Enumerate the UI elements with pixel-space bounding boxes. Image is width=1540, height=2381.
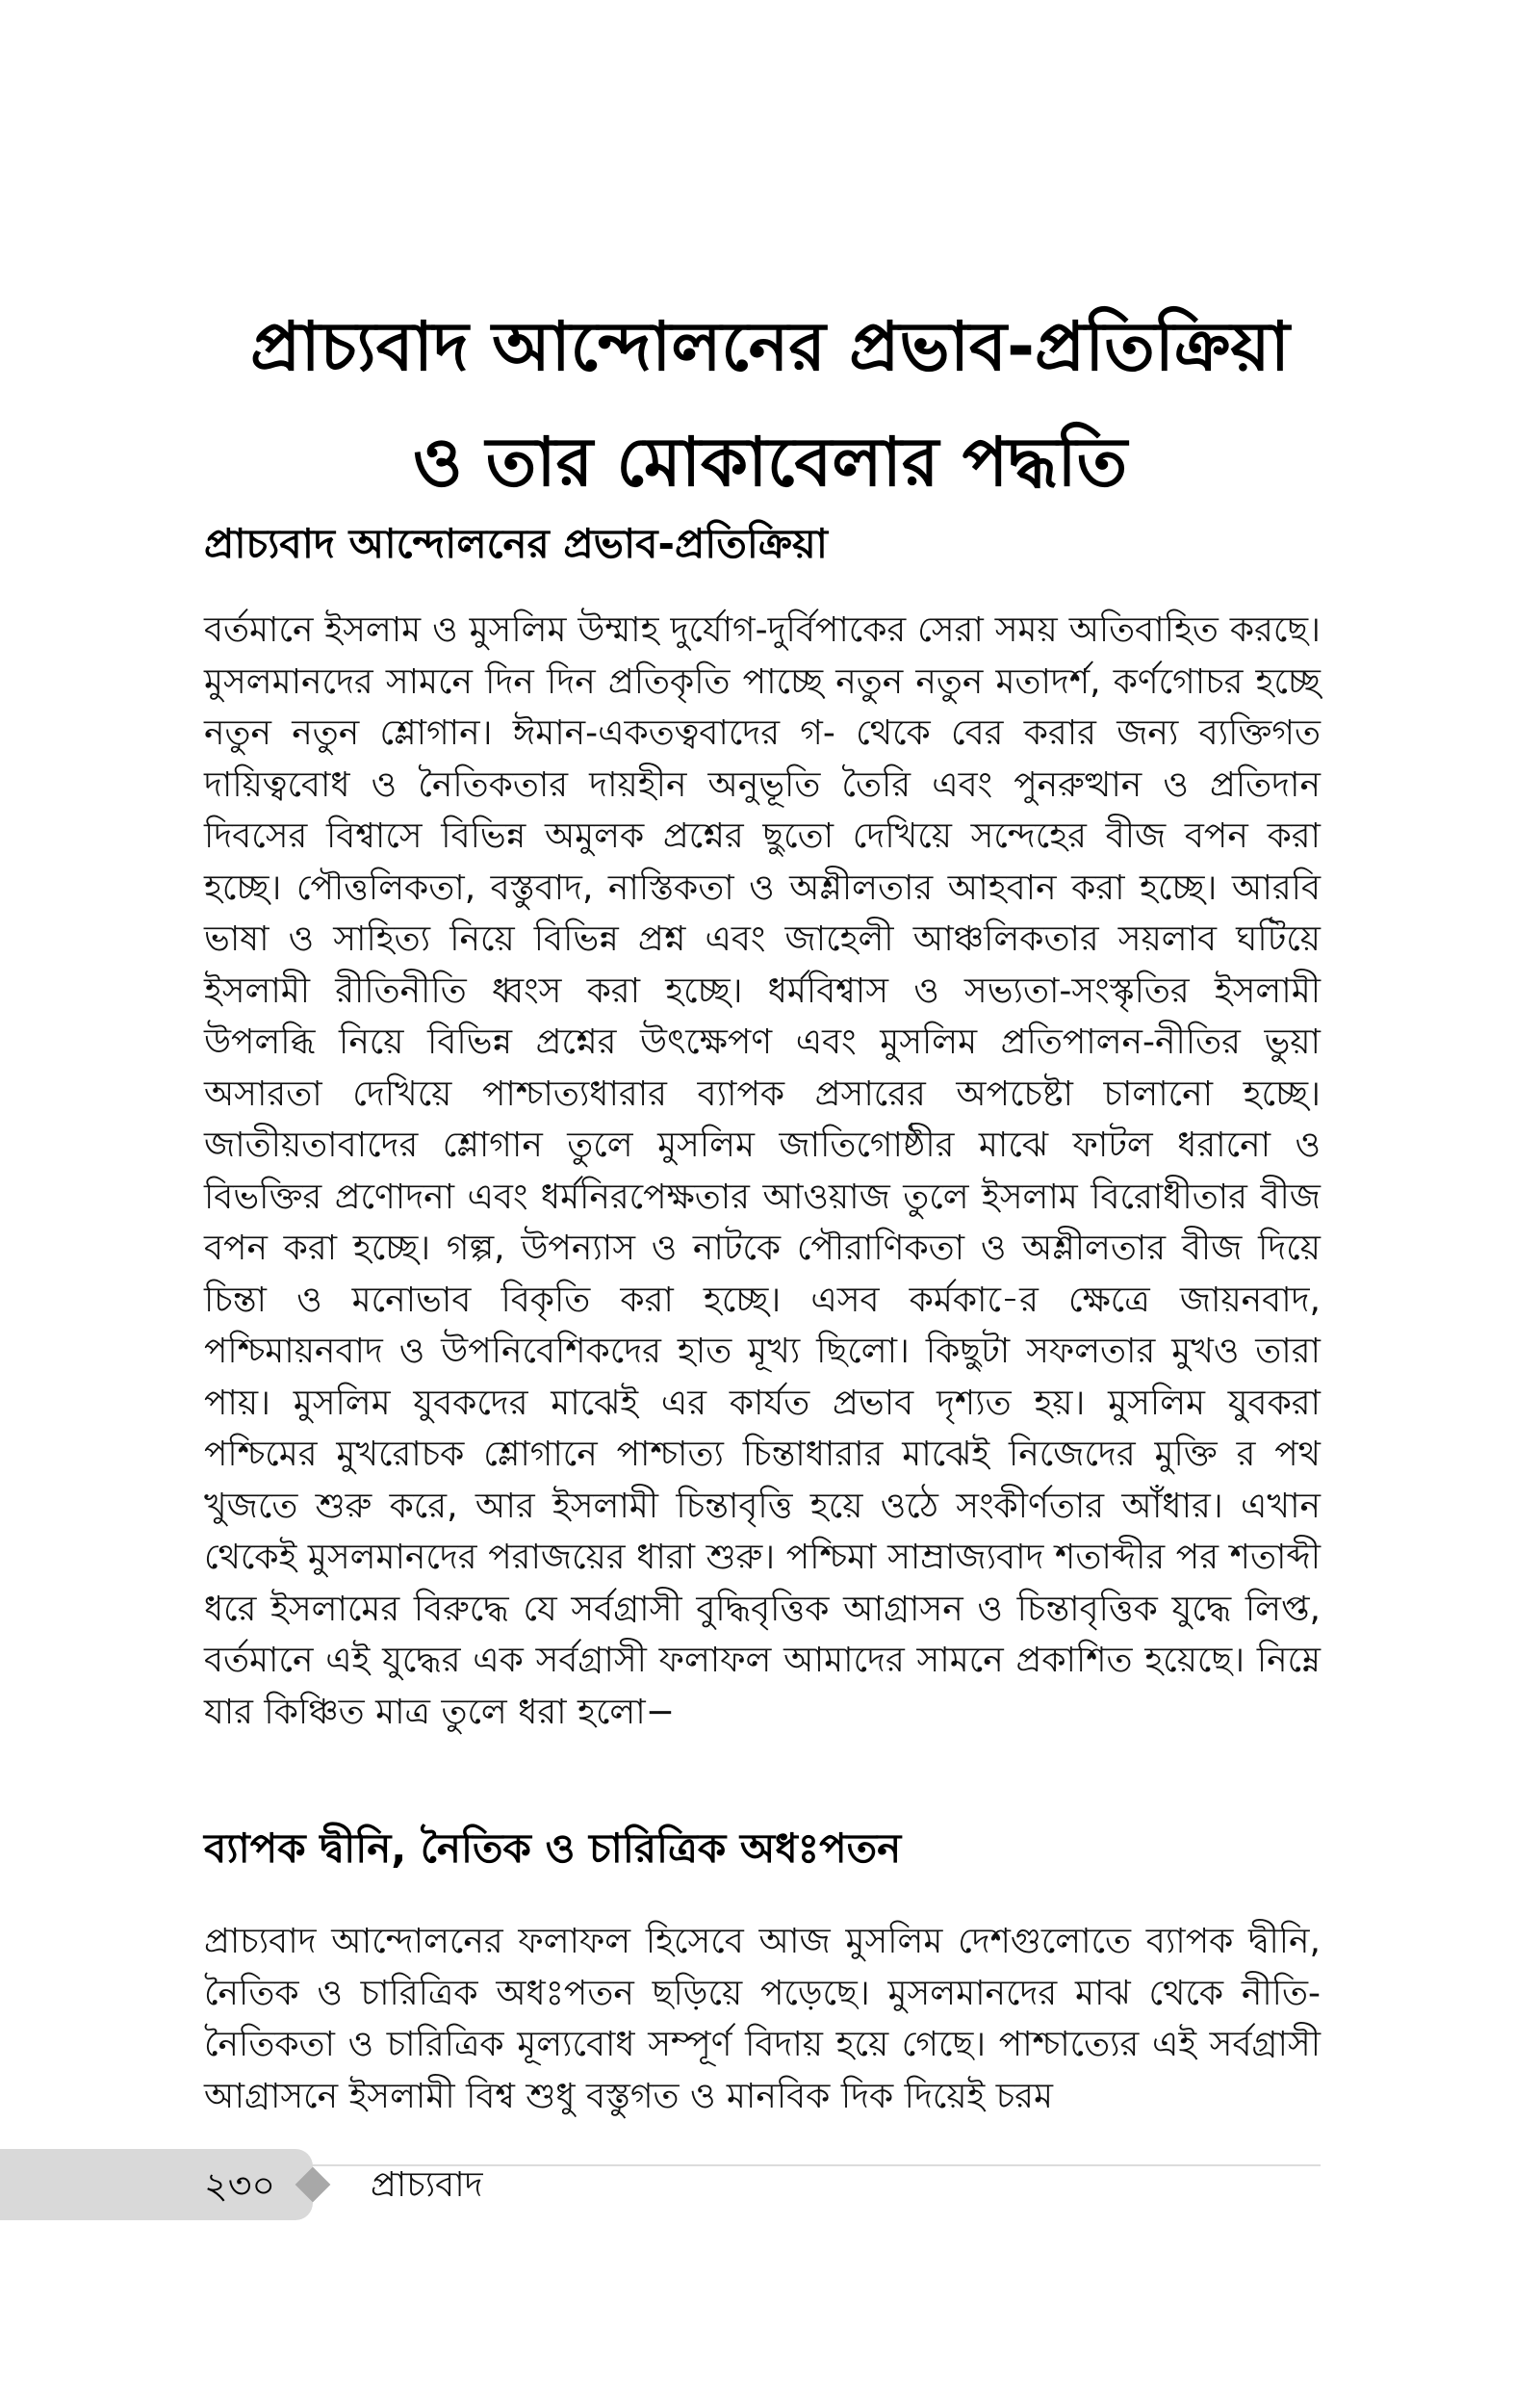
page-title-line-2: ও তার মোকাবেলার পদ্ধতি bbox=[412, 423, 1128, 502]
paragraph-moral-decline: প্রাচ্যবাদ আন্দোলনের ফলাফল হিসেবে আজ মুসলিম দেশগুলোতে ব্যাপক দ্বীনি, নৈতিক ও চারিত্রিক অধঃপতন ছড়িয়ে পড়েছে। মুসলমানদের মাঝ থেকে নীতি-নৈতিকতা ও চারিত্রিক মূল্যবোধ সম্পূর্ণ বিদায় হয়ে গেছে। পাশ্চাত্যের এই সর্বগ্রাসী আগ্রাসনে ইসলামী বিশ্ব শুধু বস্তুগত ও মানবিক দিক দিয়েই চরম bbox=[204, 1922, 1321, 2116]
page-title bbox=[135, 289, 1405, 520]
section-heading-moral-decline: ব্যাপক দ্বীনি, নৈতিক ও চারিত্রিক অধঃপতন bbox=[204, 1825, 902, 1872]
paragraph-impact: বর্তমানে ইসলাম ও মুসলিম উম্মাহ দুর্যোগ-দুর্বিপাকের সেরা সময় অতিবাহিত করছে। মুসলমানদের সামনে দিন দিন প্রতিকৃতি পাচ্ছে নতুন নতুন মতাদর্শ, কর্ণগোচর হচ্ছে নতুন নতুন শ্লোগান। ঈমান-একতত্ববাদের গ- থেকে বের করার জন্য ব্যক্তিগত দায়িত্ববোধ ও নৈতিকতার দায়হীন অনুভূতি তৈরি এবং পুনরুত্থান ও প্রতিদান দিবসের বিশ্বাসে বিভিন্ন অমুলক প্রশ্নের ছুতো দেখিয়ে সন্দেহের বীজ বপন করা হচ্ছে। পৌত্তলিকতা, বস্তুবাদ, নাস্তিকতা ও অশ্লীলতার আহবান করা হচ্ছে। আরবি ভাষা ও সাহিত্য নিয়ে বিভিন্ন প্রশ্ন এবং জাহেলী আঞ্চলিকতার সয়লাব ঘটিয়ে ইসলামী রীতিনীতি ধ্বংস করা হচ্ছে। ধর্মবিশ্বাস ও সভ্যতা-সংস্কৃতির ইসলামী উপলব্ধি নিয়ে বিভিন্ন প্রশ্নের উৎক্ষেপণ এবং মুসলিম প্রতিপালন-নীতির ভুয়া অসারতা দেখিয়ে পাশ্চাত্যধারার ব্যাপক প্রসারের অপচেষ্টা চালানো হচ্ছে। জাতীয়তাবাদের শ্লোগান তুলে মুসলিম জাতিগোষ্ঠীর মাঝে ফাটল ধরানো ও বিভক্তির প্রণোদনা এবং ধর্মনিরপেক্ষতার আওয়াজ তুলে ইসলাম বিরোধীতার বীজ বপন করা হচ্ছে। গল্প, উপন্যাস ও নাটকে পৌরাণিকতা ও অশ্লীলতার বীজ দিয়ে চিন্তা ও মনোভাব বিকৃতি করা হচ্ছে। এসব কর্মকা-ের ক্ষেত্রে জায়নবাদ, পশ্চিমায়নবাদ ও উপনিবেশিকদের হাত মূখ্য ছিলো। কিছুটা সফলতার মুখও তারা পায়। মুসলিম যুবকদের মাঝেই এর কার্যত প্রভাব দৃশ্যত হয়। মুসলিম যুবকরা পশ্চিমের মুখরোচক শ্লোগানে পাশ্চাত্য চিন্তাধারার মাঝেই নিজেদের মুক্তি র পথ খুজতে শুরু করে, আর ইসলামী চিন্তাবৃত্তি হয়ে ওঠে সংকীর্ণতার আঁধার। এখান থেকেই মুসলমানদের পরাজয়ের ধারা শুরু। পশ্চিমা সাম্রাজ্যবাদ শতাব্দীর পর শতাব্দী ধরে ইসলামের বিরুদ্ধে যে সর্বগ্রাসী বুদ্ধিবৃত্তিক আগ্রাসন ও চিন্তাবৃত্তিক যুদ্ধে লিপ্ত, বর্তমানে এই যুদ্ধের এক সর্বগ্রাসী ফলাফল আমাদের সামনে প্রকাশিত হয়েছে। নিম্নে যার কিঞ্চিত মাত্র তুলে ধরা হলো− bbox=[204, 610, 1321, 1732]
page-title-line-1: প্রাচ্যবাদ আন্দোলনের প্রভাব-প্রতিক্রিয়া bbox=[250, 307, 1290, 386]
running-title: প্রাচ্যবাদ bbox=[371, 2165, 483, 2205]
section-heading-impact: প্রাচ্যবাদ আন্দোলনের প্রভাব-প্রতিক্রিয়া bbox=[204, 520, 828, 567]
page-number: ২৩০ bbox=[204, 2164, 276, 2207]
